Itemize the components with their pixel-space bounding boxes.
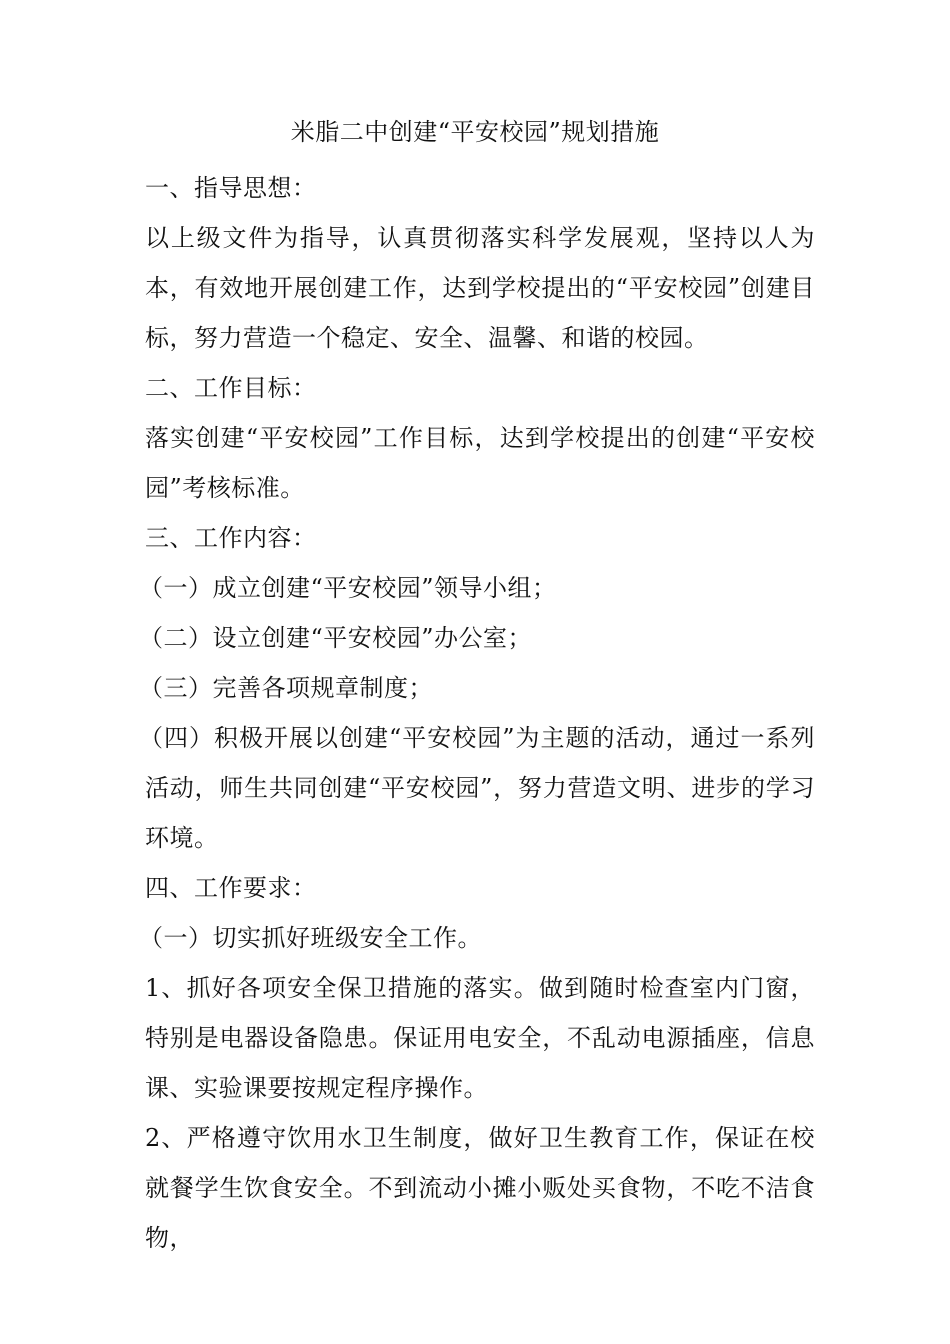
paragraph-guiding-thought: 以上级文件为指导，认真贯彻落实科学发展观，坚持以人为本，有效地开展创建工作，达到学校提出的“平安校园”创建目标，努力营造一个稳定、安全、温馨、和谐的校园。 [145, 224, 815, 352]
list-item-content-3: （三）完善各项规章制度； [139, 674, 433, 702]
section-heading-work-goal: 二、工作目标： [145, 374, 317, 402]
section-heading-work-requirements: 四、工作要求： [145, 874, 317, 902]
paragraph-requirement-1-2: 2、严格遵守饮用水卫生制度，做好卫生教育工作，保证在校就餐学生饮食安全。不到流动小摊小贩处买食物，不吃不洁食物， [145, 1124, 815, 1252]
list-item-content-4: （四）积极开展以创建“平安校园”为主题的活动，通过一系列活动，师生共同创建“平安校园”，努力营造文明、进步的学习环境。 [139, 724, 815, 852]
section-heading-work-content: 三、工作内容： [145, 524, 317, 552]
paragraph-work-goal: 落实创建“平安校园”工作目标，达到学校提出的创建“平安校园”考核标准。 [145, 424, 815, 502]
document-title: 米脂二中创建“平安校园”规划措施 [290, 118, 660, 146]
list-item-content-1: （一）成立创建“平安校园”领导小组； [139, 574, 557, 602]
list-item-content-2: （二）设立创建“平安校园”办公室； [139, 624, 533, 652]
section-heading-guiding-thought: 一、指导思想： [145, 174, 317, 202]
document-body [139, 163, 815, 1263]
paragraph-requirement-1-1: 1、抓好各项安全保卫措施的落实。做到随时检查室内门窗，特别是电器设备隐患。保证用电安全，不乱动电源插座，信息课、实验课要按规定程序操作。 [145, 974, 815, 1102]
list-item-requirement-1: （一）切实抓好班级安全工作。 [139, 924, 482, 952]
